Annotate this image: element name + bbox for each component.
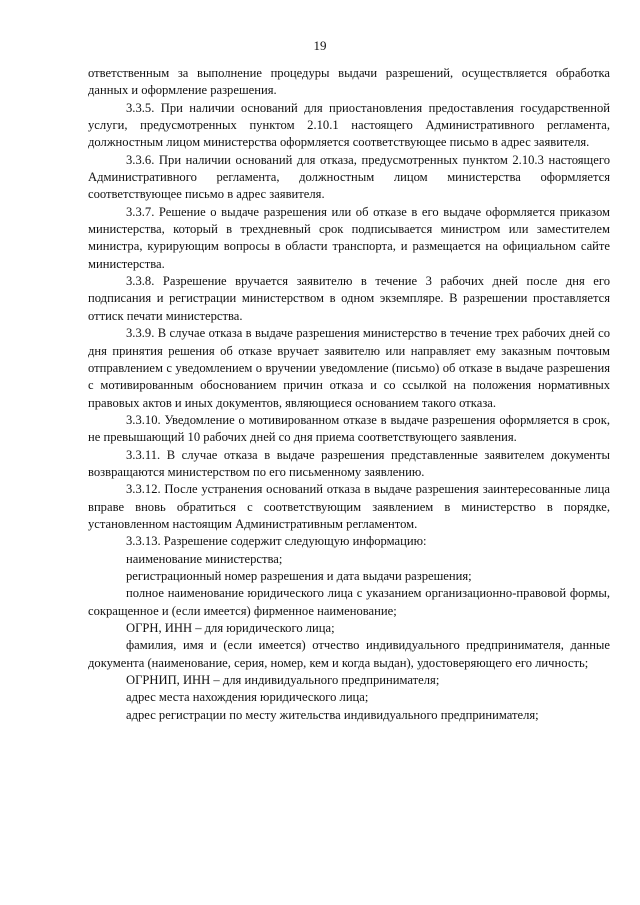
paragraph: ОГРН, ИНН – для юридического лица; xyxy=(126,621,335,635)
paragraph: 3.3.11. В случае отказа в выдаче разрешения представленные заявителем документы возвращаются министерством по его письменному заявлению. xyxy=(88,447,610,479)
paragraph: адрес регистрации по месту жительства индивидуального предпринимателя; xyxy=(126,707,539,722)
paragraph: полное наименование юридического лица с указанием организационно-правовой формы, сокращенное и (если имеется) фирменное наименование; xyxy=(88,586,610,618)
paragraph: 3.3.5. При наличии оснований для приостановления предоставления государственной услуги, предусмотренных пунктом 2.10.1 настоящего Административного регламента, должностным лицом министерства оформляется соответствующее письмо в адрес заявителя. xyxy=(88,100,610,150)
paragraph: 3.3.7. Решение о выдаче разрешения или об отказе в его выдаче оформляется приказом министерства, который в трехдневный срок подписывается министром или заместителем министра, курирующим вопросы в области транспорта, и размещается на официальном сайте министерства. xyxy=(88,204,610,271)
paragraph: ответственным за выполнение процедуры выдачи разрешений, осуществляется обработка данных и оформление разрешения. xyxy=(88,66,610,98)
paragraph: 3.3.8. Разрешение вручается заявителю в течение 3 рабочих дней после дня его подписания и регистрации министерством в одном экземпляре. В разрешении проставляется оттиск печати министерства. xyxy=(88,274,610,323)
paragraph: 3.3.6. При наличии оснований для отказа, предусмотренных пунктом 2.10.3 настоящего Административного регламента, должностным лицом министерства оформляется соответствующее письмо в адрес заявителя. xyxy=(88,152,610,202)
paragraph: ОГРНИП, ИНН – для индивидуального предпринимателя; xyxy=(126,673,440,688)
paragraph: 3.3.9. В случае отказа в выдаче разрешения министерство в течение трех рабочих дней со дня принятия решения об отказе вручает заявителю или направляет ему заказным почтовым отправлением с уведомлением о вручении уведомление (письмо) об отказе в выдаче разрешения с мотивированным обоснованием причин отказа и со ссылкой на положения нормативных правовых актов и иных документов, являющиеся основанием такого отказа. xyxy=(88,326,610,410)
paragraph: 3.3.13. Разрешение содержит следующую информацию: xyxy=(126,534,427,549)
paragraph: 3.3.12. После устранения оснований отказа в выдаче разрешения заинтересованные лица вправе вновь обратиться с соответствующим заявлением в министерство в порядке, установленном настоящим Административным регламентом. xyxy=(88,482,610,531)
paragraph: 3.3.10. Уведомление о мотивированном отказе в выдаче разрешения оформляется в срок, не превышающий 10 рабочих дней со дня приема соответствующего заявления. xyxy=(88,412,610,445)
page-number: 19 xyxy=(313,38,327,53)
paragraph: наименование министерства; xyxy=(126,551,283,566)
paragraph: фамилия, имя и (если имеется) отчество индивидуального предпринимателя, данные документа (наименование, серия, номер, кем и когда выдан), удостоверяющего его личность; xyxy=(88,638,610,670)
paragraph: адрес места нахождения юридического лица; xyxy=(126,690,369,705)
document-body xyxy=(88,65,610,724)
paragraph: регистрационный номер разрешения и дата выдачи разрешения; xyxy=(126,568,472,583)
